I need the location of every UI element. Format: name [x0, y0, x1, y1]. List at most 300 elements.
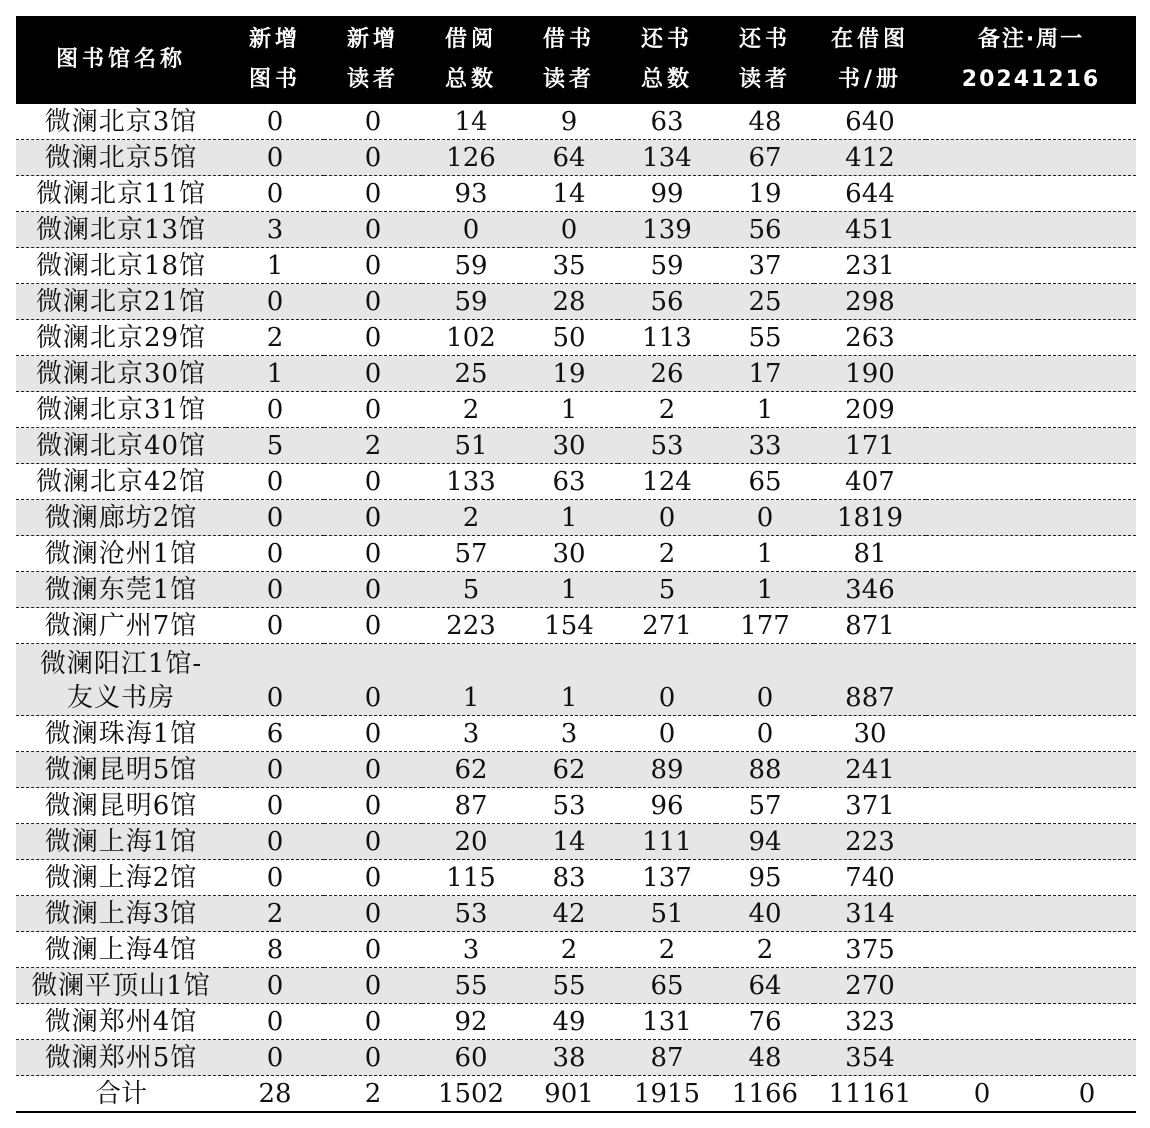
- return-readers-cell: 65: [716, 464, 814, 500]
- remark-cell: [1038, 1004, 1136, 1040]
- header-library-name: 图书馆名称: [16, 16, 226, 104]
- return-total-cell: 53: [618, 428, 716, 464]
- total-borrow-total: 1502: [422, 1076, 520, 1113]
- new-readers-cell: 0: [324, 464, 422, 500]
- library-name-cell: 微澜北京29馆: [16, 320, 226, 356]
- borrow-readers-cell: 2: [520, 932, 618, 968]
- new-books-cell: 0: [226, 284, 324, 320]
- new-books-cell: 0: [226, 824, 324, 860]
- new-books-cell: 0: [226, 500, 324, 536]
- borrow-readers-cell: 1: [520, 500, 618, 536]
- borrow-total-cell: 93: [422, 176, 520, 212]
- new-books-cell: 2: [226, 320, 324, 356]
- header-new-books-line1: 新增: [248, 27, 301, 52]
- borrow-total-cell: 102: [422, 320, 520, 356]
- new-books-cell: 0: [226, 860, 324, 896]
- return-total-cell: 134: [618, 140, 716, 176]
- header-return-readers: [716, 16, 814, 104]
- borrow-total-cell: 223: [422, 608, 520, 644]
- library-name-cell: [16, 644, 226, 716]
- header-new-books: [226, 16, 324, 104]
- table-row: [16, 644, 1136, 716]
- return-total-cell: 271: [618, 608, 716, 644]
- remark-cell: [1038, 176, 1136, 212]
- return-readers-cell: 0: [716, 716, 814, 752]
- borrow-readers-cell: 64: [520, 140, 618, 176]
- total-label: 合计: [16, 1076, 226, 1113]
- return-total-cell: 137: [618, 860, 716, 896]
- table-row: [16, 1004, 1136, 1040]
- table-row: [16, 788, 1136, 824]
- library-stats-sheet: [16, 16, 1134, 1113]
- borrow-total-cell: 53: [422, 896, 520, 932]
- return-total-cell: 113: [618, 320, 716, 356]
- remark-cell: [926, 140, 1038, 176]
- table-row: [16, 428, 1136, 464]
- on-loan-cell: 30: [814, 716, 926, 752]
- table-row: [16, 104, 1136, 140]
- return-total-cell: 87: [618, 1040, 716, 1076]
- header-return-readers-line2: 读者: [738, 67, 791, 92]
- remark-cell: [926, 608, 1038, 644]
- on-loan-cell: 81: [814, 536, 926, 572]
- borrow-total-cell: 3: [422, 716, 520, 752]
- library-name-cell: 微澜北京13馆: [16, 212, 226, 248]
- borrow-total-cell: 20: [422, 824, 520, 860]
- new-books-cell: 6: [226, 716, 324, 752]
- remark-cell: [926, 1004, 1038, 1040]
- return-total-cell: 51: [618, 896, 716, 932]
- return-readers-cell: 1: [716, 536, 814, 572]
- borrow-readers-cell: 50: [520, 320, 618, 356]
- remark-cell: [926, 320, 1038, 356]
- table-row: [16, 572, 1136, 608]
- return-readers-cell: 57: [716, 788, 814, 824]
- remark-cell: [926, 896, 1038, 932]
- return-total-cell: 96: [618, 788, 716, 824]
- remark-cell: [1038, 428, 1136, 464]
- header-borrow-total-line2: 总数: [444, 67, 497, 92]
- library-name-cell: 微澜郑州4馆: [16, 1004, 226, 1040]
- table-row: [16, 212, 1136, 248]
- return-readers-cell: 1: [716, 572, 814, 608]
- new-books-cell: 0: [226, 140, 324, 176]
- header-new-books-line2: 图书: [248, 67, 301, 92]
- table-row: [16, 320, 1136, 356]
- borrow-total-cell: 55: [422, 968, 520, 1004]
- return-total-cell: 89: [618, 752, 716, 788]
- remark-cell: [926, 212, 1038, 248]
- library-name-cell: 微澜北京31馆: [16, 392, 226, 428]
- on-loan-cell: 740: [814, 860, 926, 896]
- new-readers-cell: 0: [324, 932, 422, 968]
- borrow-total-cell: 3: [422, 932, 520, 968]
- header-return-total-line1: 还书: [640, 27, 693, 52]
- total-on-loan: 11161: [814, 1076, 926, 1113]
- header-new-readers-line1: 新增: [346, 27, 399, 52]
- new-readers-cell: 0: [324, 536, 422, 572]
- header-borrow-total-line1: 借阅: [444, 27, 497, 52]
- borrow-readers-cell: 14: [520, 176, 618, 212]
- remark-cell: [1038, 932, 1136, 968]
- library-name-line: 友义书房: [66, 683, 175, 713]
- new-readers-cell: 0: [324, 212, 422, 248]
- remark-cell: [926, 248, 1038, 284]
- return-readers-cell: 94: [716, 824, 814, 860]
- library-name-cell: 微澜北京30馆: [16, 356, 226, 392]
- on-loan-cell: 412: [814, 140, 926, 176]
- borrow-total-cell: 25: [422, 356, 520, 392]
- new-readers-cell: 0: [324, 140, 422, 176]
- table-row: [16, 860, 1136, 896]
- new-books-cell: 0: [226, 536, 324, 572]
- on-loan-cell: 644: [814, 176, 926, 212]
- new-readers-cell: 0: [324, 824, 422, 860]
- new-books-cell: 0: [226, 1040, 324, 1076]
- return-readers-cell: 37: [716, 248, 814, 284]
- new-books-cell: 0: [226, 1004, 324, 1040]
- library-name-cell: 微澜上海4馆: [16, 932, 226, 968]
- library-name-cell: 微澜上海1馆: [16, 824, 226, 860]
- borrow-readers-cell: 30: [520, 536, 618, 572]
- return-total-cell: 139: [618, 212, 716, 248]
- return-total-cell: 0: [618, 716, 716, 752]
- library-name-cell: 微澜珠海1馆: [16, 716, 226, 752]
- library-name-line: 微澜阳江1馆-: [39, 649, 203, 679]
- return-readers-cell: 2: [716, 932, 814, 968]
- borrow-readers-cell: 35: [520, 248, 618, 284]
- borrow-readers-cell: 1: [520, 392, 618, 428]
- remark-cell: [926, 968, 1038, 1004]
- table-row: [16, 536, 1136, 572]
- new-readers-cell: 0: [324, 752, 422, 788]
- return-total-cell: 131: [618, 1004, 716, 1040]
- remark-cell: [1038, 1040, 1136, 1076]
- borrow-total-cell: 59: [422, 284, 520, 320]
- library-name-cell: 微澜郑州5馆: [16, 1040, 226, 1076]
- return-readers-cell: 88: [716, 752, 814, 788]
- header-row: [16, 16, 1136, 104]
- on-loan-cell: 223: [814, 824, 926, 860]
- header-remark-line2: 20241216: [961, 67, 1101, 92]
- library-name-cell: 微澜北京18馆: [16, 248, 226, 284]
- table-row: [16, 896, 1136, 932]
- new-books-cell: 0: [226, 176, 324, 212]
- table-row: [16, 464, 1136, 500]
- new-readers-cell: 0: [324, 860, 422, 896]
- borrow-readers-cell: 53: [520, 788, 618, 824]
- on-loan-cell: 263: [814, 320, 926, 356]
- borrow-total-cell: 5: [422, 572, 520, 608]
- remark-cell: [926, 1040, 1038, 1076]
- on-loan-cell: 1819: [814, 500, 926, 536]
- on-loan-cell: 354: [814, 1040, 926, 1076]
- borrow-total-cell: 57: [422, 536, 520, 572]
- remark-cell: [1038, 860, 1136, 896]
- new-readers-cell: 0: [324, 1004, 422, 1040]
- table-row: [16, 392, 1136, 428]
- new-readers-cell: 0: [324, 392, 422, 428]
- new-readers-cell: 0: [324, 644, 422, 716]
- return-total-cell: 0: [618, 644, 716, 716]
- remark-cell: [926, 932, 1038, 968]
- return-total-cell: 65: [618, 968, 716, 1004]
- new-readers-cell: 0: [324, 320, 422, 356]
- return-total-cell: 5: [618, 572, 716, 608]
- return-total-cell: 2: [618, 536, 716, 572]
- on-loan-cell: 451: [814, 212, 926, 248]
- library-name-cell: 微澜昆明6馆: [16, 788, 226, 824]
- new-books-cell: 0: [226, 608, 324, 644]
- borrow-total-cell: 62: [422, 752, 520, 788]
- on-loan-cell: 640: [814, 104, 926, 140]
- table-body: [16, 104, 1136, 1112]
- on-loan-cell: 298: [814, 284, 926, 320]
- header-return-total: [618, 16, 716, 104]
- new-readers-cell: 0: [324, 896, 422, 932]
- header-remark: [926, 16, 1136, 104]
- borrow-readers-cell: 1: [520, 644, 618, 716]
- return-readers-cell: 0: [716, 500, 814, 536]
- return-readers-cell: 48: [716, 104, 814, 140]
- new-readers-cell: 0: [324, 788, 422, 824]
- borrow-total-cell: 126: [422, 140, 520, 176]
- borrow-readers-cell: 1: [520, 572, 618, 608]
- on-loan-cell: 323: [814, 1004, 926, 1040]
- new-readers-cell: 0: [324, 176, 422, 212]
- new-books-cell: 0: [226, 392, 324, 428]
- borrow-readers-cell: 63: [520, 464, 618, 500]
- new-books-cell: 3: [226, 212, 324, 248]
- remark-cell: [1038, 644, 1136, 716]
- library-name-cell: 微澜广州7馆: [16, 608, 226, 644]
- remark-cell: [926, 356, 1038, 392]
- library-name-cell: 微澜廊坊2馆: [16, 500, 226, 536]
- on-loan-cell: 314: [814, 896, 926, 932]
- header-return-total-line2: 总数: [640, 67, 693, 92]
- table-row: [16, 752, 1136, 788]
- library-stats-table: [16, 16, 1136, 1113]
- on-loan-cell: 346: [814, 572, 926, 608]
- new-readers-cell: 0: [324, 356, 422, 392]
- borrow-total-cell: 14: [422, 104, 520, 140]
- new-readers-cell: 0: [324, 716, 422, 752]
- remark-cell: [1038, 320, 1136, 356]
- return-readers-cell: 56: [716, 212, 814, 248]
- on-loan-cell: 209: [814, 392, 926, 428]
- on-loan-cell: 270: [814, 968, 926, 1004]
- return-readers-cell: 0: [716, 644, 814, 716]
- on-loan-cell: 887: [814, 644, 926, 716]
- borrow-readers-cell: 19: [520, 356, 618, 392]
- remark-cell: [1038, 248, 1136, 284]
- remark-cell: [1038, 392, 1136, 428]
- table-row: [16, 176, 1136, 212]
- return-total-cell: 2: [618, 392, 716, 428]
- new-readers-cell: 0: [324, 248, 422, 284]
- library-name-cell: 微澜昆明5馆: [16, 752, 226, 788]
- remark-cell: [1038, 500, 1136, 536]
- new-readers-cell: 0: [324, 500, 422, 536]
- remark-cell: [926, 788, 1038, 824]
- new-books-cell: 0: [226, 788, 324, 824]
- remark-cell: [1038, 752, 1136, 788]
- new-readers-cell: 0: [324, 572, 422, 608]
- borrow-total-cell: 60: [422, 1040, 520, 1076]
- return-readers-cell: 76: [716, 1004, 814, 1040]
- remark-cell: [1038, 572, 1136, 608]
- remark-cell: [1038, 968, 1136, 1004]
- remark-cell: [926, 716, 1038, 752]
- remark-cell: [926, 824, 1038, 860]
- borrow-readers-cell: 55: [520, 968, 618, 1004]
- total-borrow-readers: 901: [520, 1076, 618, 1113]
- borrow-readers-cell: 62: [520, 752, 618, 788]
- table-row: [16, 356, 1136, 392]
- remark-cell: [926, 644, 1038, 716]
- header-borrow-readers: [520, 16, 618, 104]
- return-readers-cell: 55: [716, 320, 814, 356]
- new-books-cell: 2: [226, 896, 324, 932]
- return-total-cell: 99: [618, 176, 716, 212]
- on-loan-cell: 171: [814, 428, 926, 464]
- remark-cell: [926, 752, 1038, 788]
- borrow-total-cell: 2: [422, 500, 520, 536]
- total-row: [16, 1076, 1136, 1113]
- return-readers-cell: 48: [716, 1040, 814, 1076]
- borrow-readers-cell: 49: [520, 1004, 618, 1040]
- borrow-readers-cell: 42: [520, 896, 618, 932]
- remark-cell: [1038, 284, 1136, 320]
- table-row: [16, 1040, 1136, 1076]
- table-row: [16, 608, 1136, 644]
- table-row: [16, 824, 1136, 860]
- table-row: [16, 932, 1136, 968]
- on-loan-cell: 871: [814, 608, 926, 644]
- total-return-readers: 1166: [716, 1076, 814, 1113]
- new-books-cell: 0: [226, 464, 324, 500]
- remark-cell: [1038, 824, 1136, 860]
- library-name-cell: 微澜北京42馆: [16, 464, 226, 500]
- header-new-readers-line2: 读者: [346, 67, 399, 92]
- remark-cell: [926, 176, 1038, 212]
- return-readers-cell: 19: [716, 176, 814, 212]
- borrow-readers-cell: 28: [520, 284, 618, 320]
- return-total-cell: 63: [618, 104, 716, 140]
- header-new-readers: [324, 16, 422, 104]
- table-row: [16, 500, 1136, 536]
- remark-cell: [926, 860, 1038, 896]
- return-total-cell: 2: [618, 932, 716, 968]
- header-remark-line1: 备注·周一: [977, 27, 1085, 52]
- borrow-readers-cell: 83: [520, 860, 618, 896]
- return-readers-cell: 64: [716, 968, 814, 1004]
- new-books-cell: 0: [226, 644, 324, 716]
- remark-cell: [1038, 536, 1136, 572]
- remark-cell: [926, 392, 1038, 428]
- table-row: [16, 140, 1136, 176]
- total-new-readers: 2: [324, 1076, 422, 1113]
- return-readers-cell: 177: [716, 608, 814, 644]
- return-total-cell: 111: [618, 824, 716, 860]
- new-readers-cell: 0: [324, 284, 422, 320]
- library-name-cell: 微澜上海3馆: [16, 896, 226, 932]
- library-name-cell: 微澜北京11馆: [16, 176, 226, 212]
- borrow-readers-cell: 38: [520, 1040, 618, 1076]
- new-books-cell: 1: [226, 356, 324, 392]
- header-borrow-readers-line1: 借书: [542, 27, 595, 52]
- return-readers-cell: 95: [716, 860, 814, 896]
- remark-cell: [1038, 104, 1136, 140]
- new-readers-cell: 0: [324, 1040, 422, 1076]
- remark-cell: [926, 428, 1038, 464]
- library-name-cell: 微澜北京5馆: [16, 140, 226, 176]
- return-readers-cell: 25: [716, 284, 814, 320]
- return-total-cell: 124: [618, 464, 716, 500]
- borrow-total-cell: 2: [422, 392, 520, 428]
- library-name-cell: 微澜上海2馆: [16, 860, 226, 896]
- library-name-cell: 微澜沧州1馆: [16, 536, 226, 572]
- header-on-loan: [814, 16, 926, 104]
- return-readers-cell: 67: [716, 140, 814, 176]
- remark-cell: [1038, 896, 1136, 932]
- remark-cell: [1038, 716, 1136, 752]
- borrow-readers-cell: 3: [520, 716, 618, 752]
- remark-cell: [926, 536, 1038, 572]
- header-borrow-readers-line2: 读者: [542, 67, 595, 92]
- new-books-cell: 0: [226, 968, 324, 1004]
- table-row: [16, 968, 1136, 1004]
- borrow-total-cell: 133: [422, 464, 520, 500]
- on-loan-cell: 190: [814, 356, 926, 392]
- total-remark-a: 0: [926, 1076, 1038, 1113]
- remark-cell: [1038, 464, 1136, 500]
- new-readers-cell: 2: [324, 428, 422, 464]
- total-new-books: 28: [226, 1076, 324, 1113]
- borrow-total-cell: 92: [422, 1004, 520, 1040]
- header-on-loan-line2: 书/册: [837, 67, 903, 92]
- on-loan-cell: 231: [814, 248, 926, 284]
- borrow-total-cell: 0: [422, 212, 520, 248]
- header-on-loan-line1: 在借图: [830, 27, 909, 52]
- library-name-cell: 微澜东莞1馆: [16, 572, 226, 608]
- remark-cell: [1038, 212, 1136, 248]
- remark-cell: [1038, 356, 1136, 392]
- header-return-readers-line1: 还书: [738, 27, 791, 52]
- borrow-readers-cell: 9: [520, 104, 618, 140]
- borrow-readers-cell: 154: [520, 608, 618, 644]
- library-name-cell: 微澜北京40馆: [16, 428, 226, 464]
- return-readers-cell: 33: [716, 428, 814, 464]
- library-name-cell: 微澜北京21馆: [16, 284, 226, 320]
- new-books-cell: 1: [226, 248, 324, 284]
- remark-cell: [926, 572, 1038, 608]
- new-books-cell: 5: [226, 428, 324, 464]
- new-books-cell: 8: [226, 932, 324, 968]
- return-readers-cell: 40: [716, 896, 814, 932]
- remark-cell: [1038, 608, 1136, 644]
- header-borrow-total: [422, 16, 520, 104]
- borrow-readers-cell: 0: [520, 212, 618, 248]
- new-readers-cell: 0: [324, 608, 422, 644]
- new-readers-cell: 0: [324, 104, 422, 140]
- return-total-cell: 59: [618, 248, 716, 284]
- borrow-total-cell: 115: [422, 860, 520, 896]
- remark-cell: [926, 284, 1038, 320]
- new-books-cell: 0: [226, 572, 324, 608]
- borrow-readers-cell: 30: [520, 428, 618, 464]
- new-books-cell: 0: [226, 752, 324, 788]
